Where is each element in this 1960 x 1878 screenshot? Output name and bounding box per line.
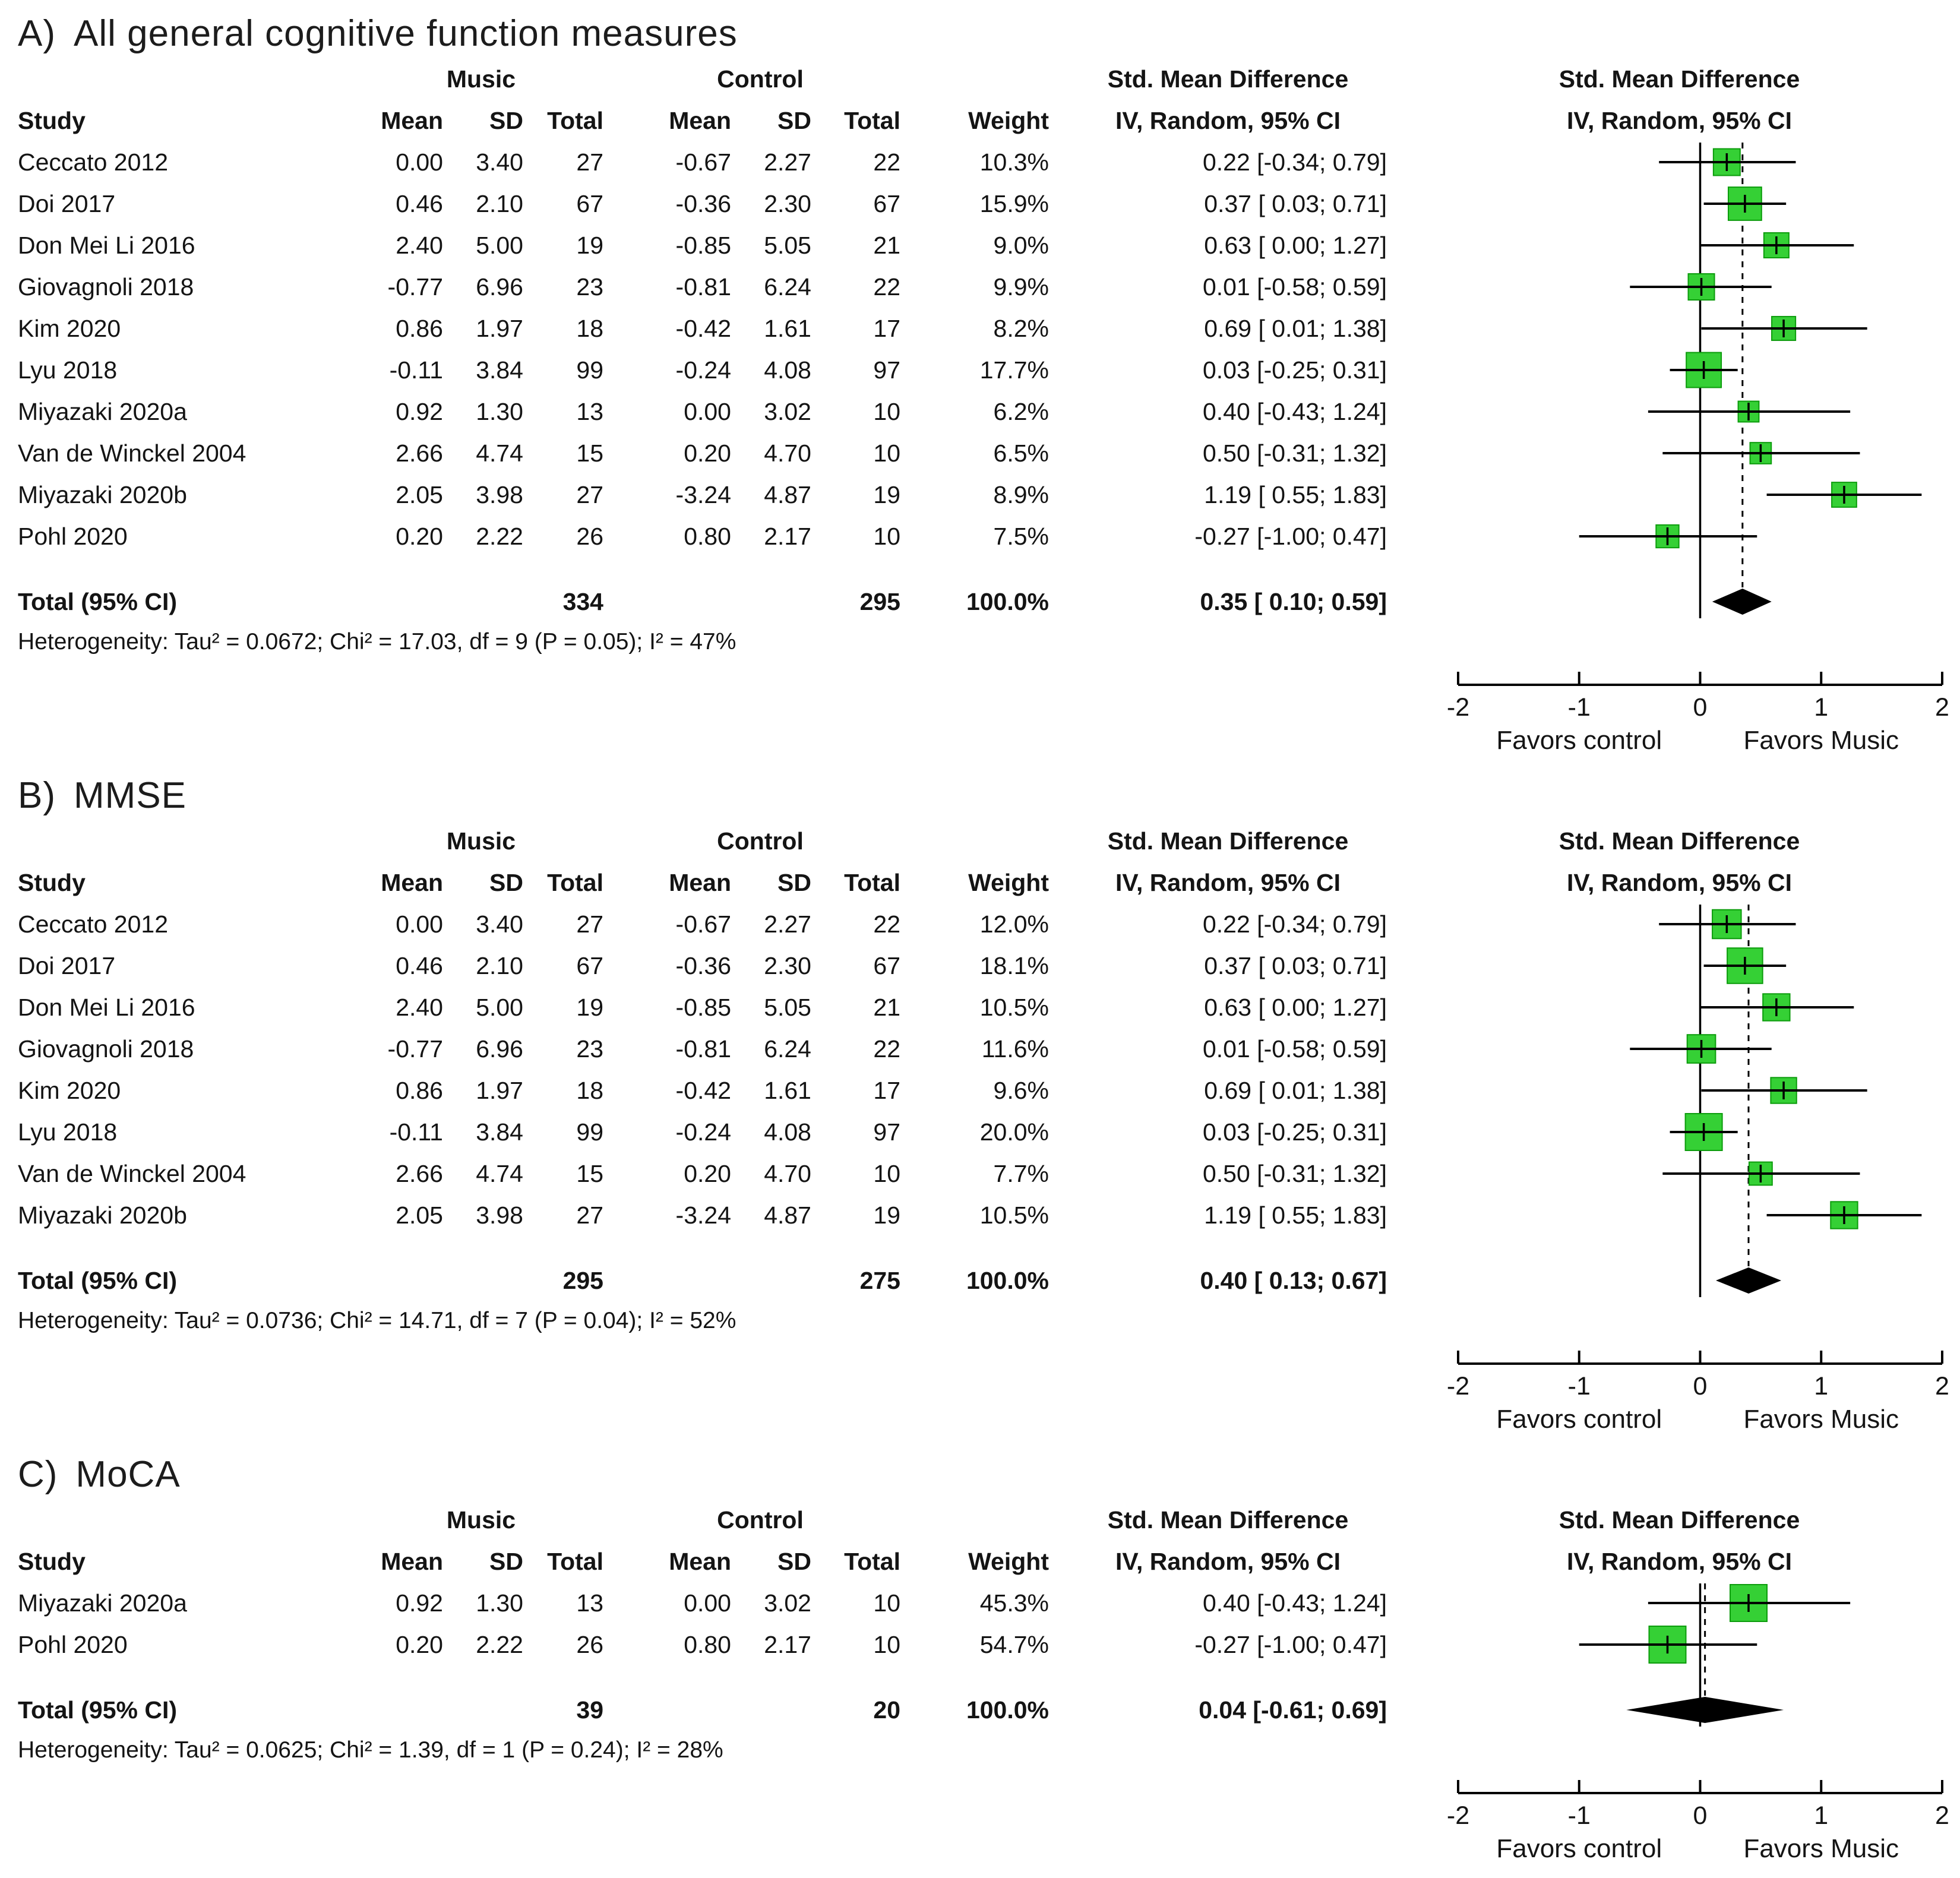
music-sd: 1.30 bbox=[476, 1589, 523, 1617]
iv-random-header: IV, Random, 95% CI bbox=[1115, 868, 1341, 896]
music-group-header: Music bbox=[446, 1506, 516, 1534]
weight-value: 8.2% bbox=[993, 314, 1049, 342]
music-sd: 3.84 bbox=[476, 356, 523, 384]
study-name: Kim 2020 bbox=[18, 1076, 121, 1104]
control-total: 67 bbox=[873, 951, 900, 979]
smd-ci-value: 0.37 [ 0.03; 0.71] bbox=[1204, 189, 1387, 217]
smd-ci-value: -0.27 [-1.00; 0.47] bbox=[1194, 522, 1387, 550]
music-total-header: Total bbox=[547, 1547, 603, 1575]
control-total: 21 bbox=[873, 993, 900, 1021]
control-sd: 1.61 bbox=[764, 1076, 811, 1104]
weight-value: 20.0% bbox=[979, 1118, 1049, 1146]
smd-ci-value: 0.50 [-0.31; 1.32] bbox=[1202, 1159, 1387, 1187]
axis-tick-label: 0 bbox=[1693, 1801, 1708, 1830]
smd-ci-value: 0.69 [ 0.01; 1.38] bbox=[1204, 314, 1387, 342]
music-sd: 1.97 bbox=[476, 314, 523, 342]
control-sd: 4.70 bbox=[764, 1159, 811, 1187]
music-total: 26 bbox=[576, 1630, 603, 1658]
control-total: 10 bbox=[873, 1589, 900, 1617]
study-header: Study bbox=[18, 106, 86, 134]
control-mean: -0.67 bbox=[675, 148, 731, 176]
total-music-n: 295 bbox=[562, 1266, 603, 1294]
control-total: 17 bbox=[873, 314, 900, 342]
music-mean: 0.20 bbox=[396, 522, 443, 550]
music-total: 15 bbox=[576, 1159, 603, 1187]
weight-value: 7.7% bbox=[993, 1159, 1049, 1187]
study-name: Miyazaki 2020b bbox=[18, 1201, 187, 1229]
axis-tick-label: -2 bbox=[1446, 693, 1470, 722]
music-sd: 2.22 bbox=[476, 522, 523, 550]
plot-column-header: Std. Mean Difference bbox=[1558, 65, 1800, 93]
control-sd-header: SD bbox=[777, 1547, 811, 1575]
music-sd: 4.74 bbox=[476, 1159, 523, 1187]
music-mean: 0.20 bbox=[396, 1630, 443, 1658]
music-mean: 2.66 bbox=[396, 1159, 443, 1187]
music-total: 27 bbox=[576, 148, 603, 176]
panel-c bbox=[0, 1449, 1960, 1870]
music-group-header: Music bbox=[446, 827, 516, 855]
control-sd: 2.17 bbox=[764, 1630, 811, 1658]
control-total: 22 bbox=[873, 910, 900, 938]
music-sd-header: SD bbox=[489, 1547, 523, 1575]
total-smd-ci: 0.40 [ 0.13; 0.67] bbox=[1200, 1266, 1387, 1294]
overall-diamond bbox=[1716, 1267, 1781, 1294]
music-total: 26 bbox=[576, 522, 603, 550]
control-sd: 5.05 bbox=[764, 993, 811, 1021]
control-total: 19 bbox=[873, 1201, 900, 1229]
panel-b bbox=[0, 770, 1960, 1441]
control-sd: 2.17 bbox=[764, 522, 811, 550]
control-sd-header: SD bbox=[777, 868, 811, 896]
music-total: 18 bbox=[576, 314, 603, 342]
control-sd: 1.61 bbox=[764, 314, 811, 342]
control-total: 10 bbox=[873, 1630, 900, 1658]
panel-title bbox=[18, 770, 1960, 820]
music-sd: 3.98 bbox=[476, 1201, 523, 1229]
music-sd: 3.98 bbox=[476, 480, 523, 508]
study-name: Giovagnoli 2018 bbox=[18, 273, 194, 301]
control-group-header: Control bbox=[717, 827, 804, 855]
music-mean-header: Mean bbox=[381, 106, 443, 134]
control-mean-header: Mean bbox=[669, 868, 731, 896]
favors-right-label: Favors Music bbox=[1743, 1834, 1899, 1863]
control-sd: 4.70 bbox=[764, 439, 811, 467]
music-total: 23 bbox=[576, 1035, 603, 1063]
plot-column-header: Std. Mean Difference bbox=[1558, 1506, 1800, 1534]
music-mean: -0.77 bbox=[387, 1035, 443, 1063]
smd-ci-value: 1.19 [ 0.55; 1.83] bbox=[1204, 1201, 1387, 1229]
axis-tick-label: 0 bbox=[1693, 1372, 1708, 1400]
study-name: Lyu 2018 bbox=[18, 1118, 118, 1146]
study-name: Don Mei Li 2016 bbox=[18, 993, 195, 1021]
axis-tick-label: 2 bbox=[1935, 1801, 1949, 1830]
control-mean: -0.85 bbox=[675, 231, 731, 259]
control-sd: 2.27 bbox=[764, 910, 811, 938]
weight-value: 9.0% bbox=[993, 231, 1049, 259]
control-mean: -0.85 bbox=[675, 993, 731, 1021]
iv-random-header: IV, Random, 95% CI bbox=[1115, 1547, 1341, 1575]
control-mean: -0.24 bbox=[675, 1118, 731, 1146]
study-name: Doi 2017 bbox=[18, 189, 116, 217]
axis-tick-label: 0 bbox=[1693, 693, 1708, 722]
control-mean: -3.24 bbox=[675, 1201, 731, 1229]
control-total-header: Total bbox=[844, 106, 900, 134]
axis-tick-label: 2 bbox=[1935, 1372, 1949, 1400]
music-sd: 2.22 bbox=[476, 1630, 523, 1658]
music-total: 23 bbox=[576, 273, 603, 301]
smd-ci-value: 0.40 [-0.43; 1.24] bbox=[1202, 397, 1387, 425]
overall-diamond bbox=[1626, 1697, 1784, 1723]
music-mean: 0.46 bbox=[396, 951, 443, 979]
music-total: 27 bbox=[576, 910, 603, 938]
music-mean: 0.00 bbox=[396, 148, 443, 176]
panel-letter: A) bbox=[18, 12, 56, 54]
control-total: 22 bbox=[873, 1035, 900, 1063]
music-total: 27 bbox=[576, 1201, 603, 1229]
total-music-n: 39 bbox=[576, 1696, 603, 1724]
music-sd: 5.00 bbox=[476, 231, 523, 259]
study-name: Pohl 2020 bbox=[18, 522, 128, 550]
control-mean: 0.20 bbox=[684, 439, 731, 467]
control-mean-header: Mean bbox=[669, 106, 731, 134]
music-sd: 5.00 bbox=[476, 993, 523, 1021]
control-sd: 4.87 bbox=[764, 480, 811, 508]
total-weight: 100.0% bbox=[966, 587, 1049, 615]
weight-value: 7.5% bbox=[993, 522, 1049, 550]
music-mean: 2.05 bbox=[396, 480, 443, 508]
total-control-n: 275 bbox=[859, 1266, 900, 1294]
weight-value: 9.9% bbox=[993, 273, 1049, 301]
panel-title-text: MMSE bbox=[74, 774, 186, 816]
axis-tick-label: -1 bbox=[1567, 1801, 1591, 1830]
control-mean: 0.80 bbox=[684, 522, 731, 550]
plot-column-header: Std. Mean Difference bbox=[1558, 827, 1800, 855]
panel-letter: C) bbox=[18, 1453, 58, 1495]
total-label: Total (95% CI) bbox=[18, 1266, 178, 1294]
total-weight: 100.0% bbox=[966, 1266, 1049, 1294]
music-mean: 0.86 bbox=[396, 1076, 443, 1104]
control-total: 22 bbox=[873, 148, 900, 176]
control-mean: -0.81 bbox=[675, 273, 731, 301]
weight-value: 10.5% bbox=[979, 1201, 1049, 1229]
music-sd: 4.74 bbox=[476, 439, 523, 467]
control-mean: -0.36 bbox=[675, 951, 731, 979]
study-header: Study bbox=[18, 1547, 86, 1575]
axis-tick-label: -1 bbox=[1567, 1372, 1591, 1400]
smd-ci-value: -0.27 [-1.00; 0.47] bbox=[1194, 1630, 1387, 1658]
study-name: Pohl 2020 bbox=[18, 1630, 128, 1658]
control-total: 10 bbox=[873, 1159, 900, 1187]
weight-value: 17.7% bbox=[979, 356, 1049, 384]
forest-plot bbox=[1399, 1582, 1960, 1870]
iv-random-plot-header: IV, Random, 95% CI bbox=[1567, 1547, 1792, 1575]
weight-value: 8.9% bbox=[993, 480, 1049, 508]
music-mean: 0.46 bbox=[396, 189, 443, 217]
smd-ci-value: 0.22 [-0.34; 0.79] bbox=[1202, 148, 1387, 176]
table-column-header-row bbox=[18, 100, 1960, 141]
music-sd: 3.40 bbox=[476, 910, 523, 938]
music-mean: 2.05 bbox=[396, 1201, 443, 1229]
axis-tick-label: 1 bbox=[1814, 1372, 1829, 1400]
smd-ci-value: 1.19 [ 0.55; 1.83] bbox=[1204, 480, 1387, 508]
control-total: 19 bbox=[873, 480, 900, 508]
control-total-header: Total bbox=[844, 1547, 900, 1575]
music-mean: 0.00 bbox=[396, 910, 443, 938]
study-header: Study bbox=[18, 868, 86, 896]
music-mean: 2.40 bbox=[396, 231, 443, 259]
music-sd: 6.96 bbox=[476, 1035, 523, 1063]
iv-random-plot-header: IV, Random, 95% CI bbox=[1567, 106, 1792, 134]
music-sd: 1.30 bbox=[476, 397, 523, 425]
axis-tick-label: -2 bbox=[1446, 1801, 1470, 1830]
weight-value: 10.3% bbox=[979, 148, 1049, 176]
control-total: 97 bbox=[873, 1118, 900, 1146]
weight-value: 6.5% bbox=[993, 439, 1049, 467]
control-sd: 3.02 bbox=[764, 397, 811, 425]
table-group-header-row bbox=[18, 1499, 1960, 1541]
weight-header: Weight bbox=[968, 106, 1049, 134]
heterogeneity-note: Heterogeneity: Tau² = 0.0625; Chi² = 1.39, df = 1 (P = 0.24); I² = 28% bbox=[18, 1737, 723, 1763]
music-total: 67 bbox=[576, 189, 603, 217]
control-total-header: Total bbox=[844, 868, 900, 896]
table-column-header-row bbox=[18, 1541, 1960, 1582]
smd-column-header: Std. Mean Difference bbox=[1107, 827, 1349, 855]
weight-value: 45.3% bbox=[979, 1589, 1049, 1617]
smd-ci-value: 0.03 [-0.25; 0.31] bbox=[1202, 1118, 1387, 1146]
control-sd: 3.02 bbox=[764, 1589, 811, 1617]
music-sd: 3.84 bbox=[476, 1118, 523, 1146]
study-name: Don Mei Li 2016 bbox=[18, 231, 195, 259]
music-mean: 2.66 bbox=[396, 439, 443, 467]
music-total: 15 bbox=[576, 439, 603, 467]
table-column-header-row bbox=[18, 862, 1960, 903]
control-sd: 2.27 bbox=[764, 148, 811, 176]
music-mean: 0.92 bbox=[396, 397, 443, 425]
weight-value: 12.0% bbox=[979, 910, 1049, 938]
axis-tick-label: 1 bbox=[1814, 1801, 1829, 1830]
smd-ci-value: 0.03 [-0.25; 0.31] bbox=[1202, 356, 1387, 384]
study-name: Giovagnoli 2018 bbox=[18, 1035, 194, 1063]
smd-column-header: Std. Mean Difference bbox=[1107, 65, 1349, 93]
control-sd: 4.08 bbox=[764, 1118, 811, 1146]
panel-title bbox=[18, 8, 1960, 58]
weight-value: 10.5% bbox=[979, 993, 1049, 1021]
control-total: 97 bbox=[873, 356, 900, 384]
control-total: 67 bbox=[873, 189, 900, 217]
music-total-header: Total bbox=[547, 868, 603, 896]
music-sd: 3.40 bbox=[476, 148, 523, 176]
total-control-n: 20 bbox=[873, 1696, 900, 1724]
panel-letter: B) bbox=[18, 774, 56, 816]
control-group-header: Control bbox=[717, 1506, 804, 1534]
control-sd: 6.24 bbox=[764, 273, 811, 301]
study-name: Kim 2020 bbox=[18, 314, 121, 342]
music-total: 27 bbox=[576, 480, 603, 508]
control-mean: 0.20 bbox=[684, 1159, 731, 1187]
study-name: Ceccato 2012 bbox=[18, 910, 169, 938]
control-mean: 0.00 bbox=[684, 397, 731, 425]
music-total-header: Total bbox=[547, 106, 603, 134]
heterogeneity-note: Heterogeneity: Tau² = 0.0672; Chi² = 17.03, df = 9 (P = 0.05); I² = 47% bbox=[18, 629, 736, 655]
weight-value: 15.9% bbox=[979, 189, 1049, 217]
total-music-n: 334 bbox=[562, 587, 603, 615]
control-mean: -3.24 bbox=[675, 480, 731, 508]
favors-right-label: Favors Music bbox=[1743, 1405, 1899, 1434]
study-name: Doi 2017 bbox=[18, 951, 116, 979]
study-name: Miyazaki 2020b bbox=[18, 480, 187, 508]
smd-ci-value: 0.01 [-0.58; 0.59] bbox=[1202, 1035, 1387, 1063]
table-group-header-row bbox=[18, 58, 1960, 100]
weight-value: 6.2% bbox=[993, 397, 1049, 425]
weight-header: Weight bbox=[968, 1547, 1049, 1575]
panel-a bbox=[0, 8, 1960, 762]
control-mean: 0.80 bbox=[684, 1630, 731, 1658]
music-mean: -0.11 bbox=[389, 356, 443, 384]
control-mean-header: Mean bbox=[669, 1547, 731, 1575]
total-smd-ci: 0.35 [ 0.10; 0.59] bbox=[1200, 587, 1387, 615]
control-mean: -0.67 bbox=[675, 910, 731, 938]
music-total: 99 bbox=[576, 1118, 603, 1146]
music-sd: 1.97 bbox=[476, 1076, 523, 1104]
smd-ci-value: 0.22 [-0.34; 0.79] bbox=[1202, 910, 1387, 938]
music-total: 18 bbox=[576, 1076, 603, 1104]
control-mean: -0.24 bbox=[675, 356, 731, 384]
music-mean: -0.11 bbox=[389, 1118, 443, 1146]
control-sd: 6.24 bbox=[764, 1035, 811, 1063]
music-mean: -0.77 bbox=[387, 273, 443, 301]
control-mean: -0.36 bbox=[675, 189, 731, 217]
music-mean: 0.86 bbox=[396, 314, 443, 342]
smd-ci-value: 0.40 [-0.43; 1.24] bbox=[1202, 1589, 1387, 1617]
total-smd-ci: 0.04 [-0.61; 0.69] bbox=[1199, 1696, 1387, 1724]
weight-header: Weight bbox=[968, 868, 1049, 896]
study-name: Van de Winckel 2004 bbox=[18, 1159, 246, 1187]
music-sd-header: SD bbox=[489, 106, 523, 134]
panel-title-text: MoCA bbox=[75, 1453, 181, 1495]
control-mean: -0.81 bbox=[675, 1035, 731, 1063]
control-sd: 4.08 bbox=[764, 356, 811, 384]
music-mean: 0.92 bbox=[396, 1589, 443, 1617]
study-name: Miyazaki 2020a bbox=[18, 1589, 187, 1617]
smd-ci-value: 0.37 [ 0.03; 0.71] bbox=[1204, 951, 1387, 979]
control-sd: 2.30 bbox=[764, 951, 811, 979]
weight-value: 11.6% bbox=[981, 1035, 1049, 1063]
control-mean: -0.42 bbox=[675, 1076, 731, 1104]
control-group-header: Control bbox=[717, 65, 804, 93]
total-control-n: 295 bbox=[859, 587, 900, 615]
music-mean-header: Mean bbox=[381, 1547, 443, 1575]
forest-plot bbox=[1399, 141, 1960, 762]
control-sd-header: SD bbox=[777, 106, 811, 134]
weight-value: 9.6% bbox=[993, 1076, 1049, 1104]
music-total: 19 bbox=[576, 993, 603, 1021]
control-total: 10 bbox=[873, 397, 900, 425]
favors-left-label: Favors control bbox=[1496, 1405, 1662, 1434]
music-total: 19 bbox=[576, 231, 603, 259]
forest-plot-figure bbox=[0, 8, 1960, 1878]
total-label: Total (95% CI) bbox=[18, 587, 178, 615]
weight-value: 54.7% bbox=[979, 1630, 1049, 1658]
axis-tick-label: -1 bbox=[1567, 693, 1591, 722]
total-weight: 100.0% bbox=[966, 1696, 1049, 1724]
iv-random-plot-header: IV, Random, 95% CI bbox=[1567, 868, 1792, 896]
music-sd: 2.10 bbox=[476, 951, 523, 979]
smd-ci-value: 0.69 [ 0.01; 1.38] bbox=[1204, 1076, 1387, 1104]
music-total: 13 bbox=[576, 1589, 603, 1617]
axis-tick-label: 1 bbox=[1814, 693, 1829, 722]
study-name: Lyu 2018 bbox=[18, 356, 118, 384]
smd-column-header: Std. Mean Difference bbox=[1107, 1506, 1349, 1534]
control-sd: 5.05 bbox=[764, 231, 811, 259]
control-sd: 4.87 bbox=[764, 1201, 811, 1229]
control-total: 10 bbox=[873, 522, 900, 550]
panel-title-text: All general cognitive function measures bbox=[74, 12, 738, 54]
axis-tick-label: -2 bbox=[1446, 1372, 1470, 1400]
control-total: 10 bbox=[873, 439, 900, 467]
heterogeneity-note: Heterogeneity: Tau² = 0.0736; Chi² = 14.71, df = 7 (P = 0.04); I² = 52% bbox=[18, 1308, 736, 1333]
study-name: Ceccato 2012 bbox=[18, 148, 169, 176]
favors-left-label: Favors control bbox=[1496, 1834, 1662, 1863]
favors-right-label: Favors Music bbox=[1743, 726, 1899, 755]
music-mean-header: Mean bbox=[381, 868, 443, 896]
control-total: 22 bbox=[873, 273, 900, 301]
music-sd: 2.10 bbox=[476, 189, 523, 217]
smd-ci-value: 0.63 [ 0.00; 1.27] bbox=[1204, 231, 1387, 259]
forest-plot bbox=[1399, 903, 1960, 1441]
music-group-header: Music bbox=[446, 65, 516, 93]
music-sd-header: SD bbox=[489, 868, 523, 896]
axis-tick-label: 2 bbox=[1935, 693, 1949, 722]
panel-title bbox=[18, 1449, 1960, 1499]
study-name: Van de Winckel 2004 bbox=[18, 439, 246, 467]
music-total: 67 bbox=[576, 951, 603, 979]
control-total: 21 bbox=[873, 231, 900, 259]
overall-diamond bbox=[1712, 589, 1772, 615]
control-sd: 2.30 bbox=[764, 189, 811, 217]
total-label: Total (95% CI) bbox=[18, 1696, 178, 1724]
music-sd: 6.96 bbox=[476, 273, 523, 301]
smd-ci-value: 0.50 [-0.31; 1.32] bbox=[1202, 439, 1387, 467]
weight-value: 18.1% bbox=[979, 951, 1049, 979]
table-group-header-row bbox=[18, 820, 1960, 862]
music-total: 13 bbox=[576, 397, 603, 425]
smd-ci-value: 0.63 [ 0.00; 1.27] bbox=[1204, 993, 1387, 1021]
music-mean: 2.40 bbox=[396, 993, 443, 1021]
control-mean: -0.42 bbox=[675, 314, 731, 342]
music-total: 99 bbox=[576, 356, 603, 384]
iv-random-header: IV, Random, 95% CI bbox=[1115, 106, 1341, 134]
control-mean: 0.00 bbox=[684, 1589, 731, 1617]
control-total: 17 bbox=[873, 1076, 900, 1104]
study-name: Miyazaki 2020a bbox=[18, 397, 187, 425]
smd-ci-value: 0.01 [-0.58; 0.59] bbox=[1202, 273, 1387, 301]
favors-left-label: Favors control bbox=[1496, 726, 1662, 755]
